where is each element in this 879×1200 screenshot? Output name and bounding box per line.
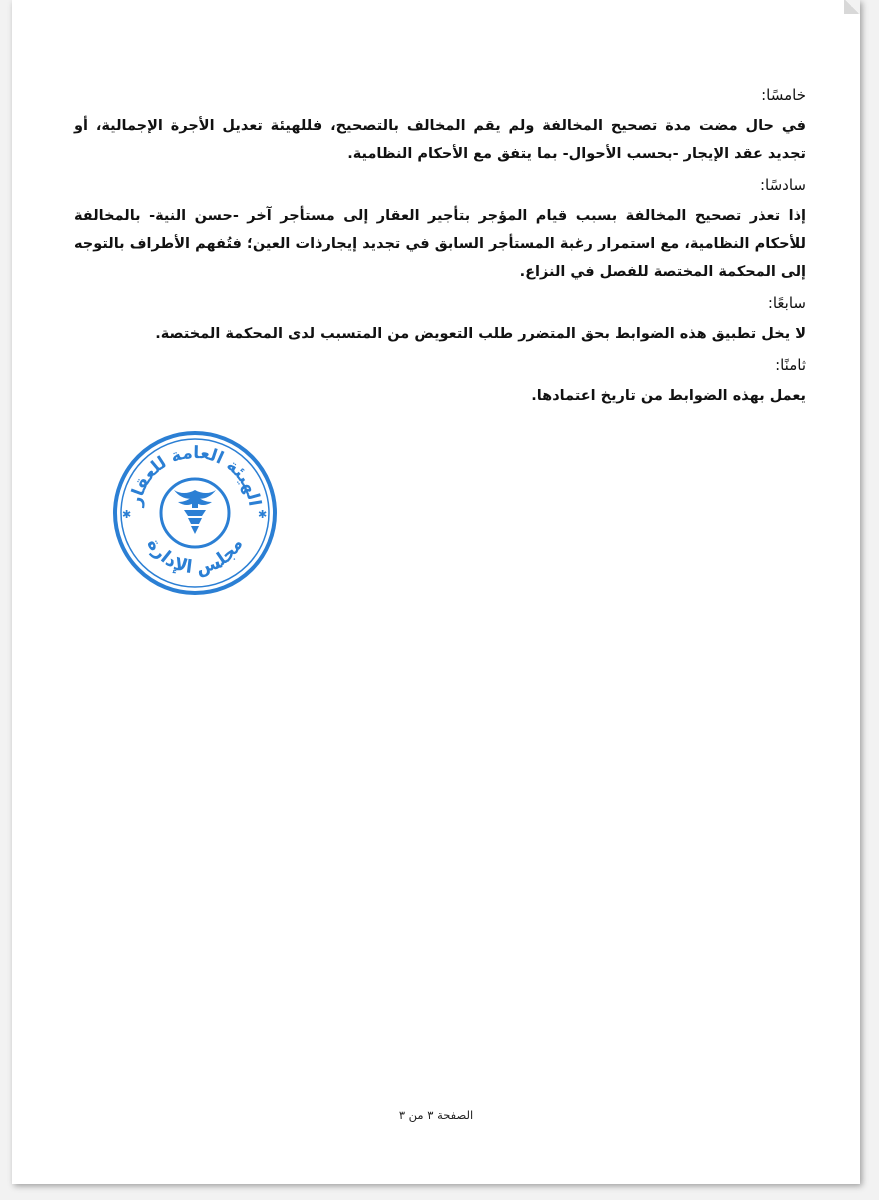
section-text: في حال مضت مدة تصحيح المخالفة ولم يقم المخالف بالتصحيح، فللهيئة تعديل الأجرة الإجمالية، أو تجديد عقد الإيجار -بحسب الأحوال- بما يتفق مع الأحكام النظامية. xyxy=(74,118,806,162)
document-body xyxy=(74,84,806,416)
section-heading: سابعًا: xyxy=(767,294,806,312)
page-fold-corner xyxy=(844,0,860,14)
page-number: الصفحة ٣ من ٣ xyxy=(398,1108,474,1122)
section-heading: خامسًا: xyxy=(761,86,806,104)
palm-emblem-icon xyxy=(174,490,216,534)
official-seal xyxy=(110,428,280,598)
seal-graphic xyxy=(110,428,280,598)
section-fifth xyxy=(74,84,806,168)
section-text: إذا تعذر تصحيح المخالفة بسبب قيام المؤجر بتأجير العقار إلى مستأجر آخر -حسن النية- بالمخالفة للأحكام النظامية، مع استمرار رغبة المستأجر السابق في تجديد إيجارذات العين؛ فتُفهم الأطراف بالتوجه إلى المحكمة المختصة للفصل في النزاع. xyxy=(74,208,806,280)
svg-text:✱: ✱ xyxy=(258,508,268,521)
section-text: يعمل بهذه الضوابط من تاريخ اعتمادها. xyxy=(531,388,806,404)
section-seventh xyxy=(74,292,806,348)
seal-bottom-text-path: مجلس الإدارة xyxy=(142,534,248,580)
section-heading: سادسًا: xyxy=(759,176,806,194)
section-eighth xyxy=(74,354,806,410)
seal-bottom-text xyxy=(143,535,248,580)
seal-top-text-path: الهيئة العامة للعقار xyxy=(125,442,265,508)
document-page xyxy=(12,0,860,1184)
section-heading: ثامنًا: xyxy=(775,356,806,374)
section-text: لا يخل تطبيق هذه الضوابط بحق المتضرر طلب التعويض من المتسبب لدى المحكمة المختصة. xyxy=(155,326,806,342)
svg-text:✱: ✱ xyxy=(122,508,132,521)
section-sixth xyxy=(74,174,806,286)
